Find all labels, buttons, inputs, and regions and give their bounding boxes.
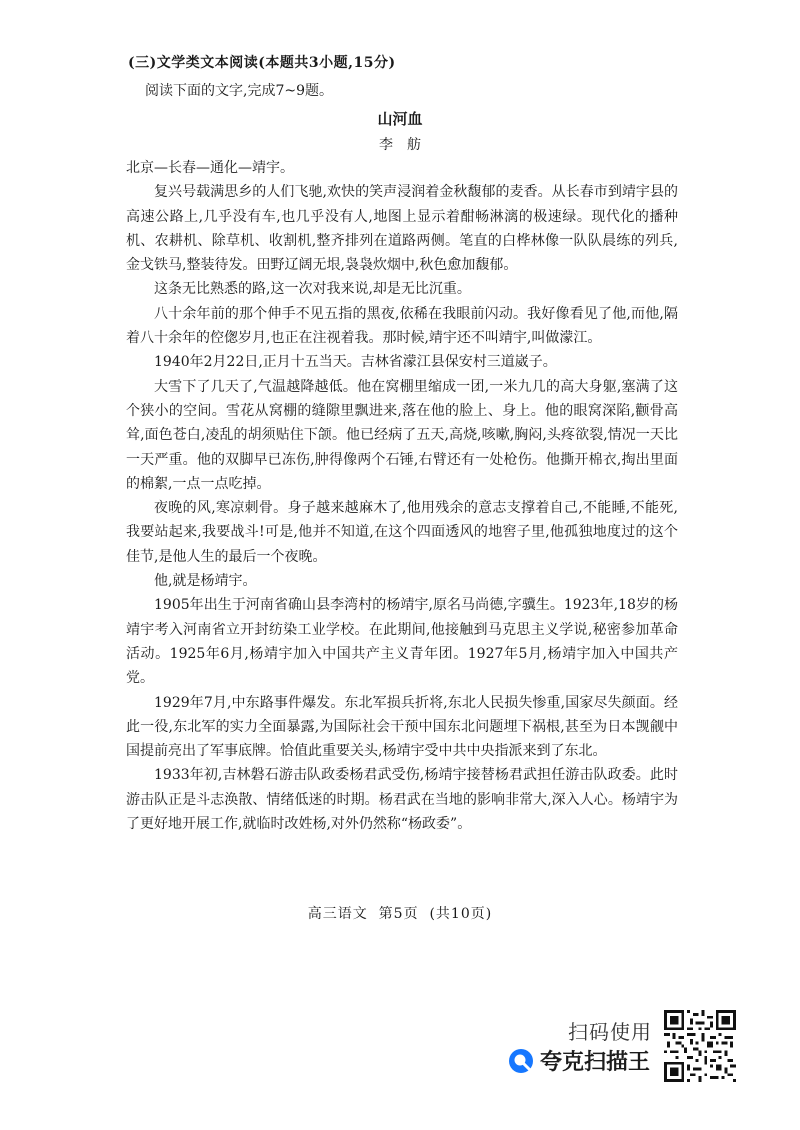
paragraph: 八十余年前的那个伸手不见五指的黑夜,依稀在我眼前闪动。我好像看见了他,而他,隔着八十余年的倥偬岁月,也正在注视着我。那时候,靖宇还不叫靖宇,叫做濛江。	[126, 305, 678, 347]
paragraph-route: 北京—长春—通化—靖宇。	[126, 160, 294, 176]
essay-title: 山河血	[377, 110, 423, 128]
scan-label: 扫码使用	[568, 1020, 652, 1044]
paragraph: 夜晚的风,寒凉刺骨。身子越来越麻木了,他用残余的意志支撑着自己,不能睡,不能死,我要站起来,我要战斗!可是,他并不知道,在这个四面透风的地窖子里,他孤独地度过的这个佳节,是他人生的最后一个夜晚。	[126, 500, 678, 565]
paragraph: 1929年7月,中东路事件爆发。东北军损兵折将,东北人民损失惨重,国家尽失颜面。经此一役,东北军的实力全面暴露,为国际社会干预中国东北问题埋下祸根,甚至为日本觊觎中国提前亮出了军事底牌。恰值此重要关头,杨靖宇受中共中央指派来到了东北。	[126, 694, 678, 760]
paragraph: 大雪下了几天了,气温越降越低。他在窝棚里缩成一团,一米九几的高大身躯,塞满了这个狭小的空间。雪花从窝棚的缝隙里飘进来,落在他的脸上、身上。他的眼窝深陷,颧骨高耸,面色苍白,凌乱的胡须贴住下颌。他已经病了五天,高烧,咳嗽,胸闷,头疼欲裂,情况一天比一天严重。他的双脚早已冻伤,肿得像两个石锤,右臂还有一处枪伤。他撕开棉衣,掏出里面的棉絮,一点一点吃掉。	[126, 378, 678, 492]
essay-body	[126, 156, 678, 836]
quark-logo-icon	[508, 1048, 534, 1074]
page-footer: 高三语文 第5页 (共10页)	[307, 906, 493, 922]
paragraph: 1933年初,吉林磐石游击队政委杨君武受伤,杨靖宇接替杨君武担任游击队政委。此时游击队正是斗志涣散、情绪低迷的时期。杨君武在当地的影响非常大,深入人心。杨靖宇为了更好地开展工作,就临时改姓杨,对外仍然称“杨政委”。	[126, 767, 678, 833]
essay-author: 李舫	[379, 137, 435, 153]
scanner-brand	[508, 1045, 650, 1076]
paragraph: 1905年出生于河南省确山县李湾村的杨靖宇,原名马尚德,字骥生。1923年,18岁的杨靖宇考入河南省立开封纺染工业学校。在此期间,他接触到马克思主义学说,秘密参加革命活动。1925年6月,杨靖宇加入中国共产主义青年团。1927年5月,杨靖宇加入中国共产党。	[126, 597, 678, 687]
qr-code-icon[interactable]	[664, 1010, 736, 1082]
paragraph: 这条无比熟悉的路,这一次对我来说,却是无比沉重。	[154, 281, 471, 298]
brand-name: 夸克扫描王	[540, 1050, 651, 1075]
paragraph: 1940年2月22日,正月十五当天。吉林省濛江县保安村三道崴子。	[154, 354, 557, 371]
paragraph: 他,就是杨靖宇。	[154, 573, 257, 590]
paragraph: 复兴号载满思乡的人们飞驰,欢快的笑声浸润着金秋馥郁的麦香。从长春市到靖宇县的高速公路上,几乎没有车,也几乎没有人,地图上显示着酣畅淋漓的极速绿。现代化的播种机、农耕机、除草机、收割机,整齐排列在道路两侧。笔直的白桦林像一队队晨练的列兵,金戈铁马,整装待发。田野辽阔无垠,袅袅炊烟中,秋色愈加馥郁。	[126, 184, 678, 274]
reading-instruction: 阅读下面的文字,完成7~9题。	[145, 83, 333, 99]
section-title: (三)文学类文本阅读(本题共3小题,15分)	[128, 55, 396, 71]
